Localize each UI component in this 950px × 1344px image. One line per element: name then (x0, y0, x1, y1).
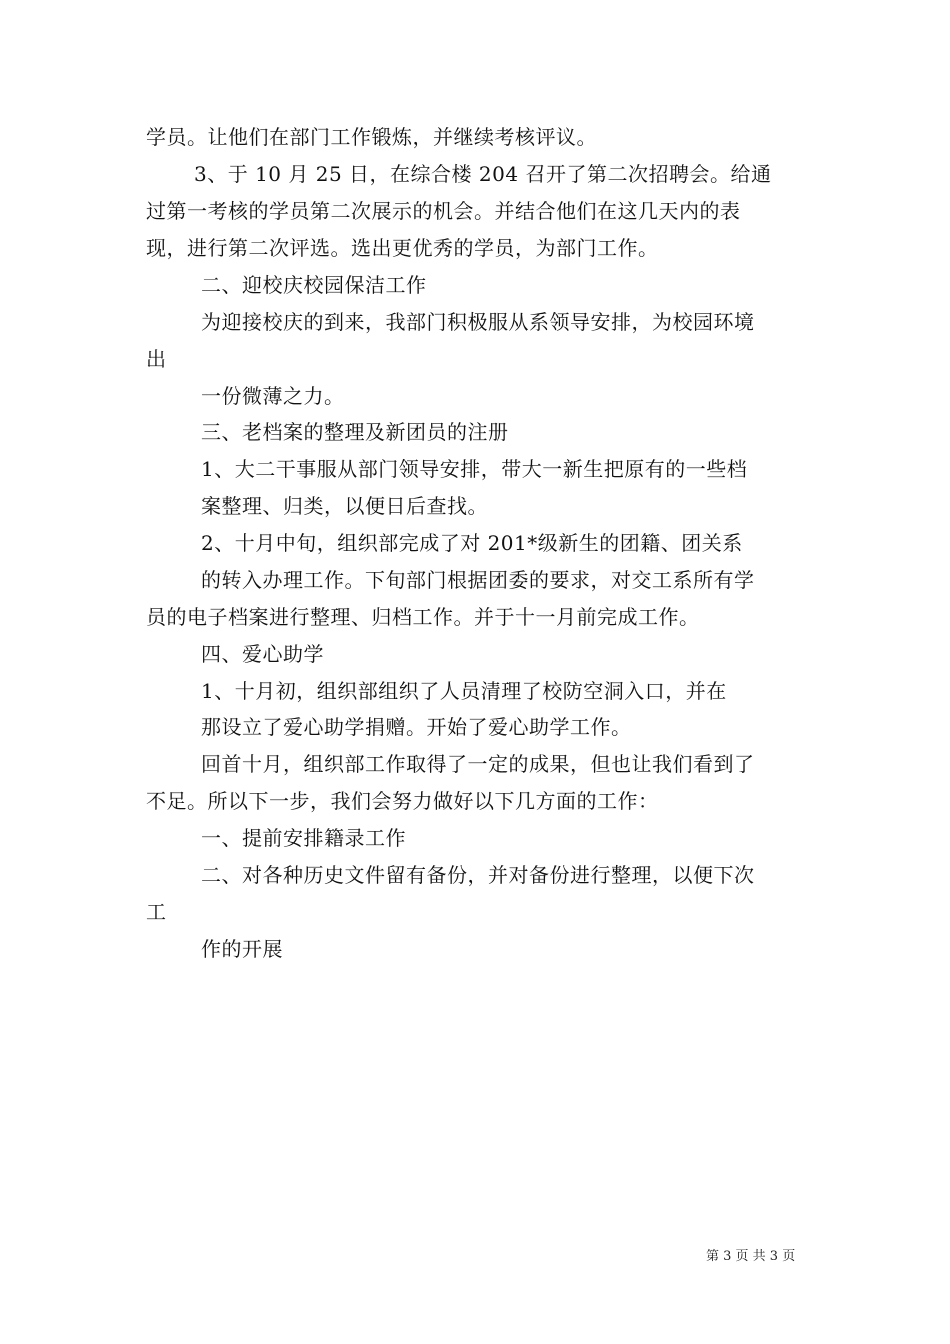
text-line: 工 (146, 900, 167, 924)
text-line: 一、提前安排籍录工作 (201, 826, 406, 850)
text-line: 那设立了爱心助学捐赠。开始了爱心助学工作。 (201, 715, 632, 739)
text-line: 1、十月初，组织部组织了人员清理了校防空洞入口，并在 (201, 679, 727, 703)
text-line: 为迎接校庆的到来，我部门积极服从系领导安排，为校园环境 (201, 310, 755, 334)
text-line: 出 (146, 347, 167, 371)
text-line: 3、于 10 月 25 日，在综合楼 204 召开了第二次招聘会。给通 (194, 162, 772, 186)
text-line: 学员。让他们在部门工作锻炼，并继续考核评议。 (146, 125, 597, 149)
page-number: 第 3 页 共 3 页 (706, 1249, 796, 1264)
section-heading: 二、迎校庆校园保洁工作 (201, 273, 427, 297)
section-heading: 三、老档案的整理及新团员的注册 (201, 420, 509, 444)
text-line: 二、对各种历史文件留有备份，并对备份进行整理，以便下次 (201, 863, 755, 887)
text-line: 回首十月，组织部工作取得了一定的成果，但也让我们看到了 (201, 752, 755, 776)
text-line: 过第一考核的学员第二次展示的机会。并结合他们在这几天内的表 (146, 199, 741, 223)
section-heading: 四、爱心助学 (201, 642, 324, 666)
text-line: 不足。所以下一步，我们会努力做好以下几方面的工作： (146, 789, 659, 813)
text-line: 员的电子档案进行整理、归档工作。并于十一月前完成工作。 (146, 605, 700, 629)
text-line: 2、十月中旬，组织部完成了对 201*级新生的团籍、团关系 (201, 531, 743, 555)
text-line: 案整理、归类，以便日后查找。 (201, 494, 488, 518)
text-line: 的转入办理工作。下旬部门根据团委的要求，对交工系所有学 (201, 568, 755, 592)
text-line: 现，进行第二次评选。选出更优秀的学员，为部门工作。 (146, 236, 659, 260)
text-line: 作的开展 (201, 937, 283, 961)
text-line: 一份微薄之力。 (201, 384, 345, 408)
text-line: 1、大二干事服从部门领导安排，带大一新生把原有的一些档 (201, 457, 748, 481)
